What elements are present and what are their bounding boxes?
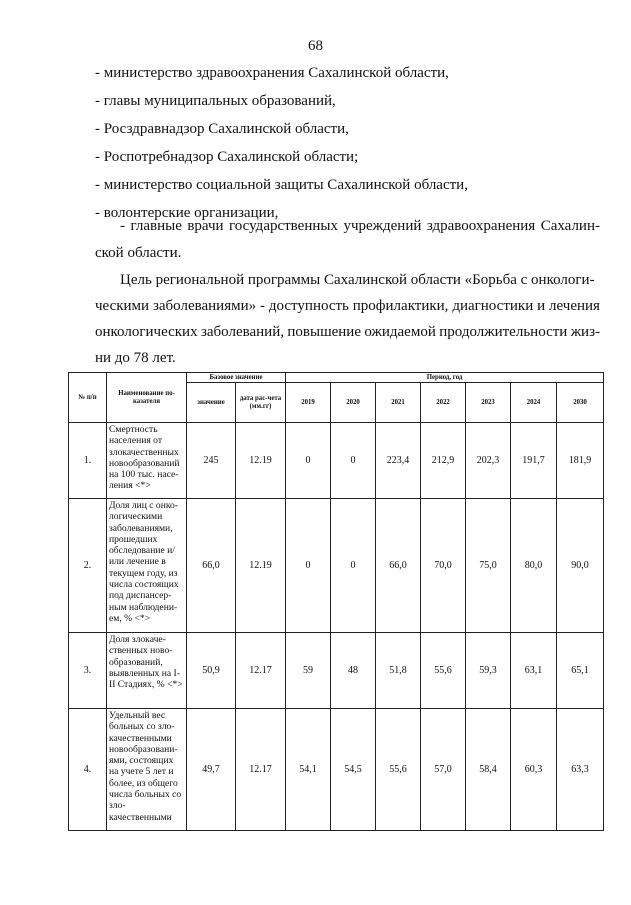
base-value: 66,0 [187,499,236,633]
period-value: 66,0 [376,499,421,633]
indicator-name: Удельный вес больных со зло-качественными новообразовани-ями, состоящих на учете 5 лет и более, из общего числа больных со зло-качественными [107,709,187,831]
header-value: значение [187,383,236,423]
table-row [69,633,604,709]
row-number: 1. [69,423,107,499]
period-value: 223,4 [376,423,421,499]
period-value: 65,1 [557,633,604,709]
indicator-name: Доля лиц с онко-логическими заболеваниями, прошедших обследование и/или лечение в текущем году, из числа состоящих под диспансер-ным наблюдени-ем, % <*> [107,499,187,633]
period-value: 54,1 [286,709,331,831]
base-value: 49,7 [187,709,236,831]
period-value: 59,3 [466,633,511,709]
period-value: 63,1 [511,633,557,709]
header-base-value: Базовое значение [187,373,286,383]
list-item: - главы муниципальных образований, [95,93,336,109]
header-year: 2022 [421,383,466,423]
period-value: 90,0 [557,499,604,633]
list-item: - Росздравнадзор Сахалинской области, [95,121,349,137]
period-value: 191,7 [511,423,557,499]
base-date: 12.19 [236,499,286,633]
list-item: - волонтерские организации, [95,205,279,221]
goal-line3: онкологических заболеваний, повышение ожидаемой продолжительности жиз- [95,324,600,340]
period-value: 181,9 [557,423,604,499]
goal-line2: ческими заболеваниями» - доступность профилактики, диагностики и лечения [95,298,600,314]
goal-line4: ни до 78 лет. [95,350,176,366]
base-date: 12.17 [236,709,286,831]
indicator-name: Смертность населения от злокачественных новообразований на 100 тыс. насе-ления <*> [107,423,187,499]
goal-line1: Цель региональной программы Сахалинской области «Борьба с онкологи- [120,272,595,288]
period-value: 75,0 [466,499,511,633]
period-value: 80,0 [511,499,557,633]
header-name: Наименование по-казателя [107,373,187,423]
period-value: 58,4 [466,709,511,831]
period-value: 55,6 [376,709,421,831]
header-year: 2020 [331,383,376,423]
header-date: дата рас-чета (мм.гг) [236,383,286,423]
period-value: 55,6 [421,633,466,709]
period-value: 0 [286,499,331,633]
list-item: - министерство социальной защиты Сахалинской области, [95,177,468,193]
period-value: 70,0 [421,499,466,633]
header-year: 2021 [376,383,421,423]
base-date: 12.17 [236,633,286,709]
period-value: 51,8 [376,633,421,709]
period-value: 54,5 [331,709,376,831]
period-value: 212,9 [421,423,466,499]
participants-list [95,62,605,230]
period-value: 0 [286,423,331,499]
period-value: 48 [331,633,376,709]
period-value: 59 [286,633,331,709]
base-value: 50,9 [187,633,236,709]
list-item: - Роспотребнадзор Сахалинской области; [95,149,359,165]
page-number: 68 [308,38,323,54]
last-list-item-line1: - главные врачи государственных учреждений здравоохранения Сахалин- [120,218,600,234]
period-value: 57,0 [421,709,466,831]
table-row [69,499,604,633]
base-value: 245 [187,423,236,499]
list-item: - министерство здравоохранения Сахалинской области, [95,65,449,81]
header-period: Период, год [286,373,604,383]
row-number: 3. [69,633,107,709]
period-value: 60,3 [511,709,557,831]
period-value: 0 [331,423,376,499]
header-year: 2019 [286,383,331,423]
period-value: 0 [331,499,376,633]
last-list-item-line2: ской области. [95,245,182,261]
header-year: 2030 [557,383,604,423]
indicator-name: Доля злокаче-ственных ново-образований, выявленных на I-II Стадиях, % <*> [107,633,187,709]
row-number: 4. [69,709,107,831]
period-value: 63,3 [557,709,604,831]
header-year: 2023 [466,383,511,423]
header-number: № п/п [69,373,107,423]
row-number: 2. [69,499,107,633]
period-value: 202,3 [466,423,511,499]
header-year: 2024 [511,383,557,423]
indicators-table [68,372,604,831]
table-row [69,709,604,831]
base-date: 12.19 [236,423,286,499]
table-row [69,423,604,499]
